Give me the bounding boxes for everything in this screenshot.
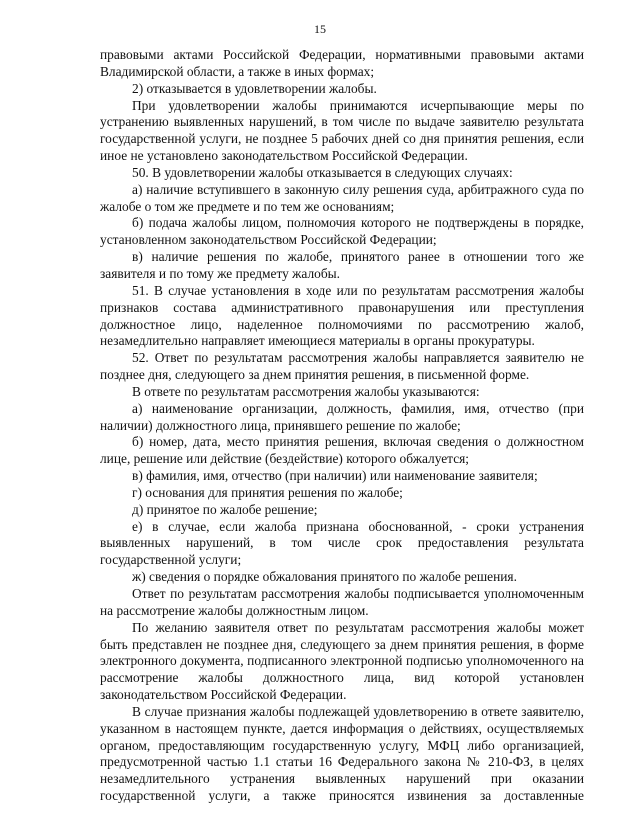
paragraph-clause-52: 52. Ответ по результатам рассмотрения жалобы направляется заявителю не позднее дня, следующего за днем принятия решения, в письменной форме. [100, 350, 584, 383]
paragraph-clause-51: 51. В случае установления в ходе или по результатам рассмотрения жалобы признаков состава административного правонарушения или преступления должностное лицо, наделенное полномочиями по рассмотрению жалоб, незамедлительно направляет имеющиеся материалы в органы прокуратуры. [100, 282, 584, 349]
paragraph-clause-50: 50. В удовлетворении жалобы отказывается в следующих случаях: [132, 164, 513, 180]
paragraph-answer-zh: ж) сведения о порядке обжалования принятого по жалобе решения. [132, 569, 517, 585]
paragraph-satisfaction-measures: При удовлетворении жалобы принимаются исчерпывающие меры по устранению выявленных нарушений, в том числе по выдаче заявителю результата государственной услуги, не позднее 5 рабочих дней со дня принятия решения, если иное не установлено законодательством Российской Федерации. [100, 97, 584, 164]
paragraph-answer-v: в) фамилия, имя, отчество (при наличии) или наименование заявителя; [132, 468, 538, 484]
paragraph-continuation: правовыми актами Российской Федерации, нормативными правовыми актами Владимирской области, а также в иных формах; [100, 47, 584, 79]
paragraph-answer-contents: В ответе по результатам рассмотрения жалобы указываются: [132, 383, 480, 399]
paragraph-answer-signature: Ответ по результатам рассмотрения жалобы подписывается уполномоченным на рассмотрение жалобы должностным лицом. [100, 586, 584, 618]
paragraph-answer-e: е) в случае, если жалоба признана обоснованной, - сроки устранения выявленных нарушений, в том числе срок предоставления результата государственной услуги; [100, 518, 584, 568]
paragraph-answer-a: а) наименование организации, должность, фамилия, имя, отчество (при наличии) должностного лица, принявшего решение по жалобе; [100, 400, 584, 433]
paragraph-clause-50-a: а) наличие вступившего в законную силу решения суда, арбитражного суда по жалобе о том же предмете и по тем же основаниям; [100, 181, 584, 214]
paragraph-clause-50-b: б) подача жалобы лицом, полномочия которого не подтверждены в порядке, установленном законодательством Российской Федерации; [100, 215, 584, 248]
paragraph-satisfied-complaint-info: В случае признания жалобы подлежащей удовлетворению в ответе заявителю, указанном в настоящем пункте, дается информация о действиях, осуществляемых органом, предоставляющим государственную услугу, МФЦ либо организацией, предусмотренной частью 1.1 статьи 16 Федерального закона № 210-ФЗ, в целях незамедлительного устранения выявленных нарушений при оказании государственной услуги, а также приносятся извинения за доставленные [100, 703, 584, 804]
paragraph-answer-b: б) номер, дата, место принятия решения, включая сведения о должностном лице, решение или действие (бездействие) которого обжалуется; [100, 434, 584, 467]
document-body [100, 47, 584, 805]
paragraph-clause-50-v: в) наличие решения по жалобе, принятого ранее в отношении того же заявителя и по тому же предмету жалобы. [100, 249, 584, 281]
paragraph-answer-g: г) основания для принятия решения по жалобе; [132, 484, 403, 500]
paragraph-item-2: 2) отказывается в удовлетворении жалобы. [132, 80, 377, 96]
paragraph-answer-d: д) принятое по жалобе решение; [132, 501, 318, 517]
paragraph-electronic-answer: По желанию заявителя ответ по результатам рассмотрения жалобы может быть представлен не позднее дня, следующего за днем принятия решения, в форме электронного документа, подписанного электронной подписью уполномоченного на рассмотрение жалобы должностного лица, вид которой установлен законодательством Российской Федерации. [100, 619, 584, 703]
page-number: 15 [314, 22, 326, 36]
